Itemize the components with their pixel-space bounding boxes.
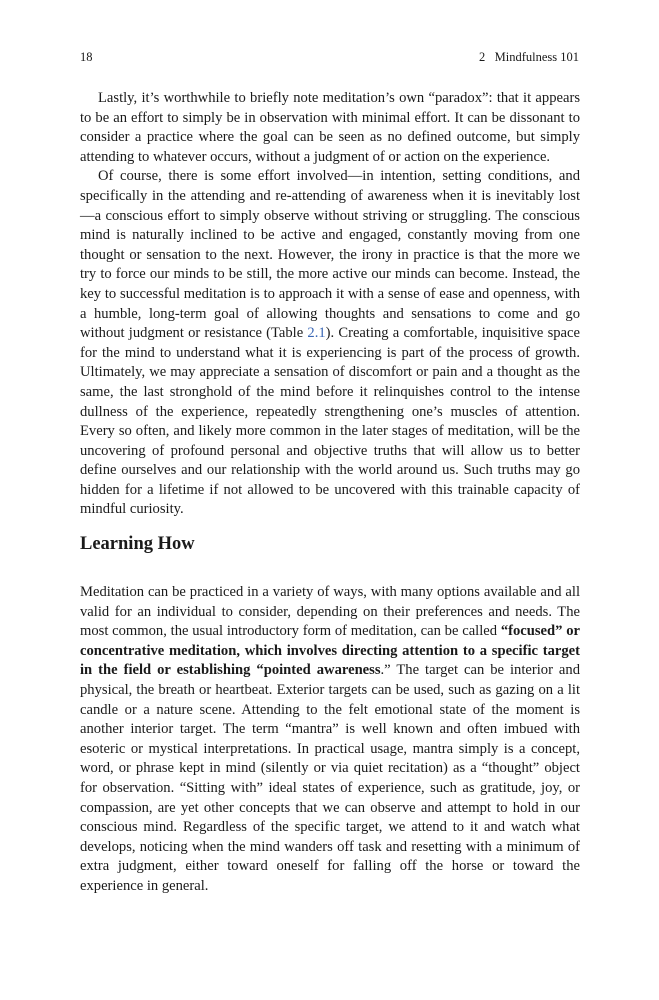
paragraph: [80, 583, 580, 897]
paragraph-text: ). Creating a comfortable, inquisitive space for the mind to understand what it is experiencing is part of the process of growth. Ultimately, we may appreciate a sensation of discomfort or pain and a thought as the same, the last stronghold of the mind before it relinquishes control to the intense dullness of the experience, repeatedly strengthening one’s muscles of attention. Every so often, and likely more common in the later stages of meditation, will be the uncovering of profound personal and objective truths that will allow us to better define ourselves and our relationship with the world around us. Such truths may go hidden for a lifetime if not allowed to be uncovered with this trainable capacity of mindful curiosity.: [80, 325, 580, 518]
paragraph-text: Of course, there is some effort involved—in intention, setting conditions, and specifically in the attending and re-attending of awareness when it is inevitably lost—a conscious effort to simply observe without striving or struggling. The conscious mind is naturally inclined to be active and engaged, constantly moving from one thought or sensation to the next. However, the irony in practice is that the more we try to force our minds to be still, the more active our minds can become. Instead, the key to successful meditation is to approach it with a sense of ease and openness, with a humble, long-term goal of allowing thoughts and sensations to come and go without judgment or resistance (Table: [80, 168, 580, 342]
paragraph-text: Meditation can be practiced in a variety of ways, with many options available and all valid for an individual to consider, depending on their preferences and needs. The most common, the usual introductory form of meditation, can be called: [80, 584, 580, 640]
section-heading: Learning How: [80, 534, 195, 554]
body-text-upper: [80, 89, 580, 520]
paragraph-text: .” The target can be interior and physical, the breath or heartbeat. Exterior targets can be used, such as gazing on a lit candle or a nature scene. Attending to the felt emotional state of the moment is another interior target. The term “mantra” is well known and often imbued with esoteric or mystical interpretations. In practical usage, mantra simply is a concept, word, or phrase kept in mind (silently or via quiet recitation) as a “thought” object for observation. “Sitting with” ideal states of experience, such as gratitude, joy, or compassion, are yet other concepts that we can observe and attempt to hold in our conscious mind. Regardless of the specific target, we attend to it and watch what develops, noticing when the mind wanders off task and resetting with a minimum of extra judgment, either toward oneself for falling off the horse or toward the experience in general.: [80, 662, 580, 894]
paragraph: Lastly, it’s worthwhile to briefly note meditation’s own “paradox”: that it appears to be an effort to simply be in observation with minimal effort. It can be dissonant to consider a practice where the goal can be seen as no defined outcome, but simply attending to whatever occurs, without a judgment of or action on the experience.: [80, 90, 580, 165]
running-title: 2 Mindfulness 101: [479, 50, 579, 64]
bold-phrase: “focused” or concentrative meditation, which involves directing attention to a specific target in the field or establishing “pointed awareness: [80, 623, 580, 679]
page-header: [80, 50, 579, 65]
body-text-lower: [80, 583, 580, 897]
table-reference-link[interactable]: 2.1: [307, 325, 326, 342]
paragraph: [80, 167, 580, 520]
page-number: 18: [80, 50, 93, 64]
